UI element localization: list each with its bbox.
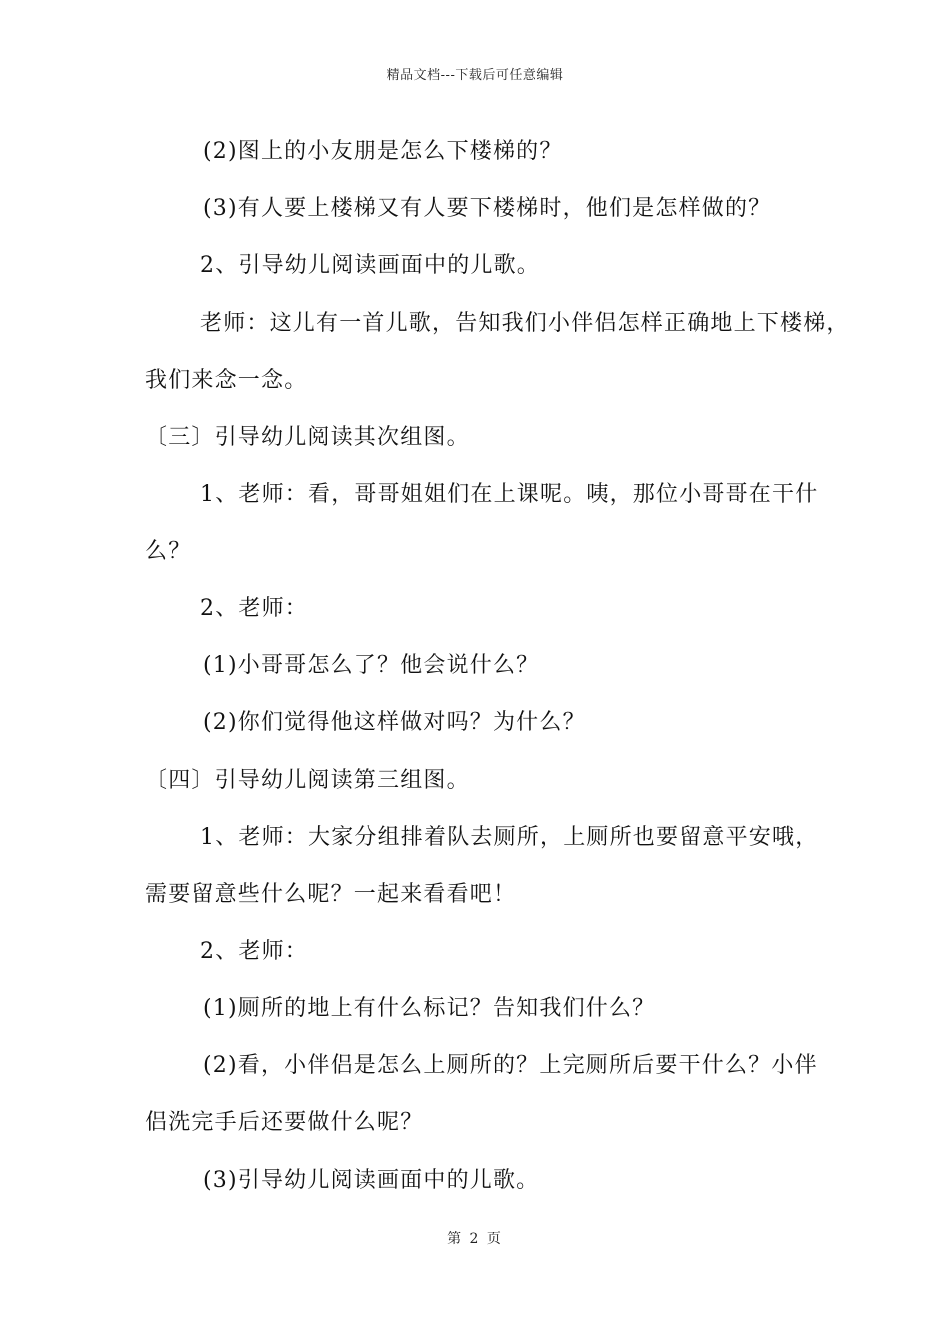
section-heading: 〔三〕引导幼儿阅读其次组图。 [145, 425, 470, 450]
text-line: (1)厕所的地上有什么标记？告知我们什么？ [203, 996, 656, 1021]
text-line: (3)引导幼儿阅读画面中的儿歌。 [203, 1168, 540, 1193]
text-line: (2)看，小伴侣是怎么上厕所的？上完厕所后要干什么？小伴 [203, 1053, 818, 1078]
page-header: 精品文档---下载后可任意编辑 [386, 68, 564, 83]
text-line: 1、老师：看，哥哥姐姐们在上课呢。咦，那位小哥哥在干什 [200, 482, 819, 507]
section-heading: 〔四〕引导幼儿阅读第三组图。 [145, 768, 470, 793]
text-line: 老师：这儿有一首儿歌，告知我们小伴侣怎样正确地上下楼梯， [200, 311, 850, 336]
text-line: 么？ [145, 539, 192, 564]
text-line: 2、老师： [200, 596, 308, 621]
text-line: 2、老师： [200, 939, 308, 964]
text-line: 2、引导幼儿阅读画面中的儿歌。 [200, 253, 540, 278]
text-line: 侣洗完手后还要做什么呢？ [145, 1110, 424, 1135]
text-line: 我们来念一念。 [145, 368, 308, 393]
page-number: 第 2 页 [447, 1231, 503, 1247]
text-line: 1、老师：大家分组排着队去厕所，上厕所也要留意平安哦， [200, 825, 819, 850]
text-line: (1)小哥哥怎么了？他会说什么？ [203, 653, 540, 678]
text-line: 需要留意些什么呢？一起来看看吧！ [145, 882, 517, 907]
text-line: (2)图上的小友朋是怎么下楼梯的？ [203, 139, 563, 164]
text-line: (2)你们觉得他这样做对吗？为什么？ [203, 710, 586, 735]
text-line: (3)有人要上楼梯又有人要下楼梯时，他们是怎样做的？ [203, 196, 772, 221]
